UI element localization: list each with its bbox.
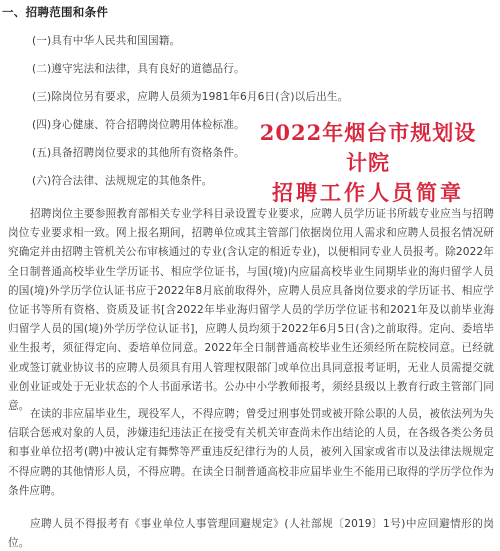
- condition-item-4: (四)身心健康、符合招聘岗位聘用体检标准。: [32, 119, 245, 131]
- overlay-title-line-2: 招聘工作人员简章: [272, 180, 464, 205]
- paragraph-avoidance: 应聘人员不得报考有《事业单位人事管理回避规定》(人社部规〔2019〕1号)中应回避情形的岗位。: [8, 518, 494, 550]
- overlay-title-line-1: 2022年烟台市规划设计院: [259, 120, 477, 175]
- paragraph-exclusions: 在读的非应届毕业生，现役军人，不得应聘；曾受过刑事处罚或被开除公职的人员，被依法列为失信联合惩戒对象的人员，涉嫌违纪违法正在接受有关机关审查尚未作出结论的人员，在各级各类公务员和事业单位招考(聘)中被认定有舞弊等严重违反纪律行为的人员，被列入国家或省市以及法律法规规定不得应聘的其他情形人员，不得应聘。在读全日制普通高校非应届毕业生不能用已取得的学历学位作为条件应聘。: [8, 408, 494, 497]
- overlay-title: [252, 118, 484, 208]
- condition-item-2: (二)遵守宪法和法律，具有良好的道德品行。: [32, 63, 245, 75]
- condition-item-1: (一)具有中华人民共和国国籍。: [32, 35, 181, 47]
- condition-item-5: (五)具备招聘岗位要求的其他所有资格条件。: [32, 147, 245, 159]
- condition-item-3: (三)除岗位另有要求，应聘人员须为1981年6月6日(含)以后出生。: [32, 91, 349, 103]
- condition-item-6: (六)符合法律、法规规定的其他条件。: [32, 175, 213, 187]
- paragraph-requirements: 招聘岗位主要参照教育部相关专业学科目录设置专业要求，应聘人员学历证书所载专业应当与招聘岗位专业要求相一致。网上报名期间，招聘单位或其主管部门依据岗位用人需求和应聘人员报名情况研究确定并由招聘主管机关公布审核通过的专业(含认定的相近专业)，以便相同专业人员报考。除2022年全日制普通高校毕业生学历证书、相应学位证书，与国(境)内应届高校毕业生同期毕业的海归留学人员的国(境)外学历学位认证书应于2022年8月底前取得外，应聘人员应具备岗位要求的学历证书、相应学位证书等所有资格、资质及证书[含2022年毕业海归留学人员的学历学位证书和2021年及以前毕业海归留学人员的国(境)外学历学位认证书]，应聘人员均须于2022年6月5日(含)之前取得。定向、委培毕业生报考，须征得定向、委培单位同意。2022年全日制普通高校毕业生还须经所在院校同意。已经就业或签订就业协议书的应聘人员须具有用人管理权限部门或单位出具同意报考证明，无业人员需提交就业创业证或处于无业状态的个人书面承诺书。公办中小学教师报考，须经县级以上教育行政主管部门同意。: [8, 208, 494, 413]
- section-heading: 一、招聘范围和条件: [2, 5, 109, 19]
